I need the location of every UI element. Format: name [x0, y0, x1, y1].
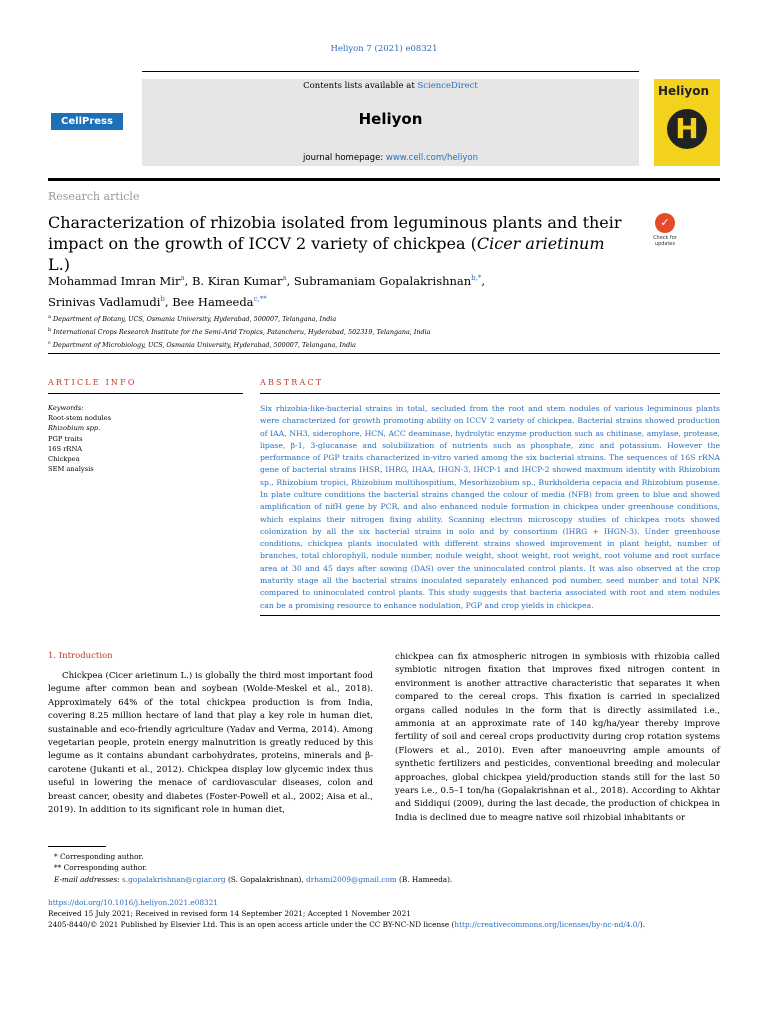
article-type: Research article	[48, 190, 140, 203]
cover-title: Heliyon	[658, 84, 710, 98]
affiliation-item: $^a$ Department of Botany, UCS, Osmania University, Hyderabad, 500007, Telangana, India	[48, 314, 337, 324]
corresponding-author-note: * Corresponding author.	[54, 852, 144, 861]
affiliation-item: $^c$ Department of Microbiology, UCS, Osmania University, Hyderabad, 500007, Telangana, India	[48, 340, 356, 350]
check-for-updates-badge[interactable]	[645, 213, 685, 253]
author[interactable]: Srinivas Vadlamudi$^b$	[48, 294, 165, 309]
license-text: 2405-8440/© 2021 Published by Elsevier Ltd. This is an open access article under the CC BY-NC-ND license (http://creativecommons.org/licenses/by-nc-nd/4.0/).	[48, 920, 646, 930]
doi-link[interactable]: https://doi.org/10.1016/j.heliyon.2021.e08321	[48, 898, 218, 907]
email-link[interactable]: s.gopalakrishnan@cgiar.org	[122, 874, 226, 884]
masthead-top-rule	[142, 71, 639, 72]
introduction-column-2: chickpea can fix atmospheric nitrogen in symbiosis with rhizobia called symbiotic nitrogen fixation that improves fixed nitrogen content in environment is another attractive characteristic that separates it when compared to the cereal crops. This fixation is carried in specialized organs called nodules in the form that is directly assimilated i.e., ammonia at an approximate rate of 140 kg/ha/year thereby improve fertility of soil and cereal crops productivity during crop rotation systems (Flowers et al., 2010). Even after manoeuvring ample amounts of synthetic fertilizers and pesticides, conventional breeding and molecular approaches, global chickpea yield/production stands still for the last 50 years i.e., 0.5–1 ton/ha (Gopalakrishnan et al., 2018). According to Akhtar and Siddiqui (2009), during the last decade, the production of chickpea in India is declined due to meagre native soil rhizobial inhabitants or	[395, 652, 720, 823]
check-updates-icon: ✓	[655, 213, 675, 233]
license-link[interactable]: http://creativecommons.org/licenses/by-nc-nd/4.0/	[454, 920, 640, 930]
cover-h-logo: H	[667, 109, 707, 149]
keyword-item: Chickpea	[48, 455, 80, 464]
author[interactable]: Bee Hameeda$^{c,**}$	[172, 294, 267, 309]
journal-reference[interactable]: Heliyon 7 (2021) e08321	[330, 44, 438, 54]
keyword-item: Root-stem nodules	[48, 414, 112, 423]
cellpress-logo[interactable]	[48, 80, 138, 166]
introduction-column-1: Chickpea (Cicer arietinum L.) is globally the third most important food legume after common bean and soybean (Wolde-Meskel et al., 2018). Approximately 64% of the total chickpea production is from India, covering 8.25 million hectare of land that play a key role in human diet, sustainable and eco-friendly agriculture (Yadav and Verma, 2014). Among vegetarian people, protein energy malnutrition is greatly reduced by this legume as it contains abundant carbohydrates, proteins, minerals and β-carotene (Jukanti et al., 2012). Chickpea display low glycemic index thus useful in lowering the menace of cardiovascular diseases, colon and breast cancer, obesity and diabetes (Foster-Powell et al., 2002; Aisa et al., 2019). In addition to its significant role in human diet,	[48, 671, 373, 816]
abstract-heading: ABSTRACT	[260, 378, 324, 387]
email-link[interactable]: drhami2009@gmail.com	[306, 874, 397, 884]
footnotes	[48, 851, 720, 885]
introduction-heading: 1. Introduction	[48, 651, 113, 661]
email-addresses: E-mail addresses: s.gopalakrishnan@cgiar.org (S. Gopalakrishnan), drhami2009@gmail.com (B. Hameeda).	[54, 874, 453, 884]
abstract-rule	[260, 393, 720, 394]
keyword-item: SEM analysis	[48, 465, 94, 474]
author[interactable]: B. Kiran Kumar$^a$	[191, 273, 287, 288]
keywords-label: Keywords:	[48, 404, 84, 412]
article-title: Characterization of rhizobia isolated from leguminous plants and their impact on the growth of ICCV 2 variety of chickpea (Cicer arietinum L.)	[48, 213, 622, 274]
header-rule	[48, 178, 720, 181]
abstract-bottom-rule	[260, 615, 720, 616]
journal-name: Heliyon	[358, 110, 423, 128]
keyword-item: 16S rRNA	[48, 444, 83, 453]
article-info-heading: ARTICLE INFO	[48, 378, 137, 387]
contents-available: Contents lists available at ScienceDirect	[303, 81, 478, 91]
affiliations	[48, 312, 648, 351]
keywords-block	[48, 403, 243, 474]
author-list: Mohammad Imran Mir$^a$, B. Kiran Kumar$^a$, Subramaniam Gopalakrishnan$^{b,*}$, Srinivas Vadlamudi$^b$, Bee Hameeda$^{c,**}$	[48, 273, 486, 309]
corresponding-author-note: ** Corresponding author.	[54, 863, 148, 873]
publication-info	[48, 897, 720, 931]
cellpress-logo-badge: CellPress	[51, 113, 123, 130]
check-updates-label: Check for updates	[653, 235, 677, 247]
homepage-link[interactable]: www.cell.com/heliyon	[385, 153, 478, 163]
sciencedirect-link[interactable]: ScienceDirect	[417, 81, 478, 91]
author[interactable]: Subramaniam Gopalakrishnan$^{b,*}$	[293, 273, 482, 288]
abstract-text: Six rhizobia-like-bacterial strains in total, secluded from the root and stem nodules of various leguminous plants were characterized for growth promoting ability on ICCV 2 variety of chickpea. Bacterial strains showed production of IAA, NH3, siderophore, HCN, ACC deaminase, hydrolytic enzyme production such as chitinase, amylase, protease, lipase, β-1, 3-glucanase and solubilization of nutrients such as phosphate, zinc and potassium. However the performance of PGP traits characterized in-vitro varied among the six bacterial strains. The sequences of 16S rRNA gene of bacterial strains IHSR, IHRG, IHAA, IHGN-3, IHCP-1 and IHCP-2 showed maximum identity with Rhizobium sp., Rhizobium tropici, Rhizobium multihospitium, Mesorhizobium sp., Burkholderia cepacia and Rhizobium pusense. In plate culture conditions the bacterial strains changed the colour of media (NFB) from green to blue and showed amplification of nifH gene by PCR, and also enhanced nodule formation in chickpea under greenhouse conditions, which explains their nitrogen fixing ability. Scanning electron microscopy studies of chickpea roots showed colonization by all the six bacterial strains in solo and by consortium (IHRG + IHGN-3). Under greenhouse conditions, chickpea plants inoculated with different strains showed improvement in plant height, number of branches, total chlorophyll, nodule number, nodule weight, shoot weight, root weight, root volume and root surface area at 30 and 45 days after sowing (DAS) over the uninoculated control plants. It was also observed at the crop maturity stage all the bacterial strains inoculated separately enhanced pod number, seed number and total NPK compared to uninoculated control plants. This study suggests that bacteria associated with root and stem nodules can be a promising resource to enhance nodulation, PGP and crop yields in chickpea.	[260, 404, 720, 610]
footnote-rule	[48, 846, 106, 847]
affiliation-rule	[48, 353, 720, 354]
author[interactable]: Mohammad Imran Mir$^a$	[48, 273, 185, 288]
affiliation-item: $^b$ International Crops Research Institute for the Semi-Arid Tropics, Patancheru, Hyderabad, 502319, Telangana, India	[48, 327, 431, 337]
journal-homepage: journal homepage: www.cell.com/heliyon	[303, 153, 478, 163]
keyword-item: Rhizobium spp.	[48, 424, 101, 433]
article-info-rule	[48, 393, 243, 394]
keyword-item: PGP traits	[48, 434, 83, 443]
journal-cover[interactable]	[654, 79, 720, 166]
received-dates: Received 15 July 2021; Received in revised form 14 September 2021; Accepted 1 November 2021	[48, 909, 411, 919]
